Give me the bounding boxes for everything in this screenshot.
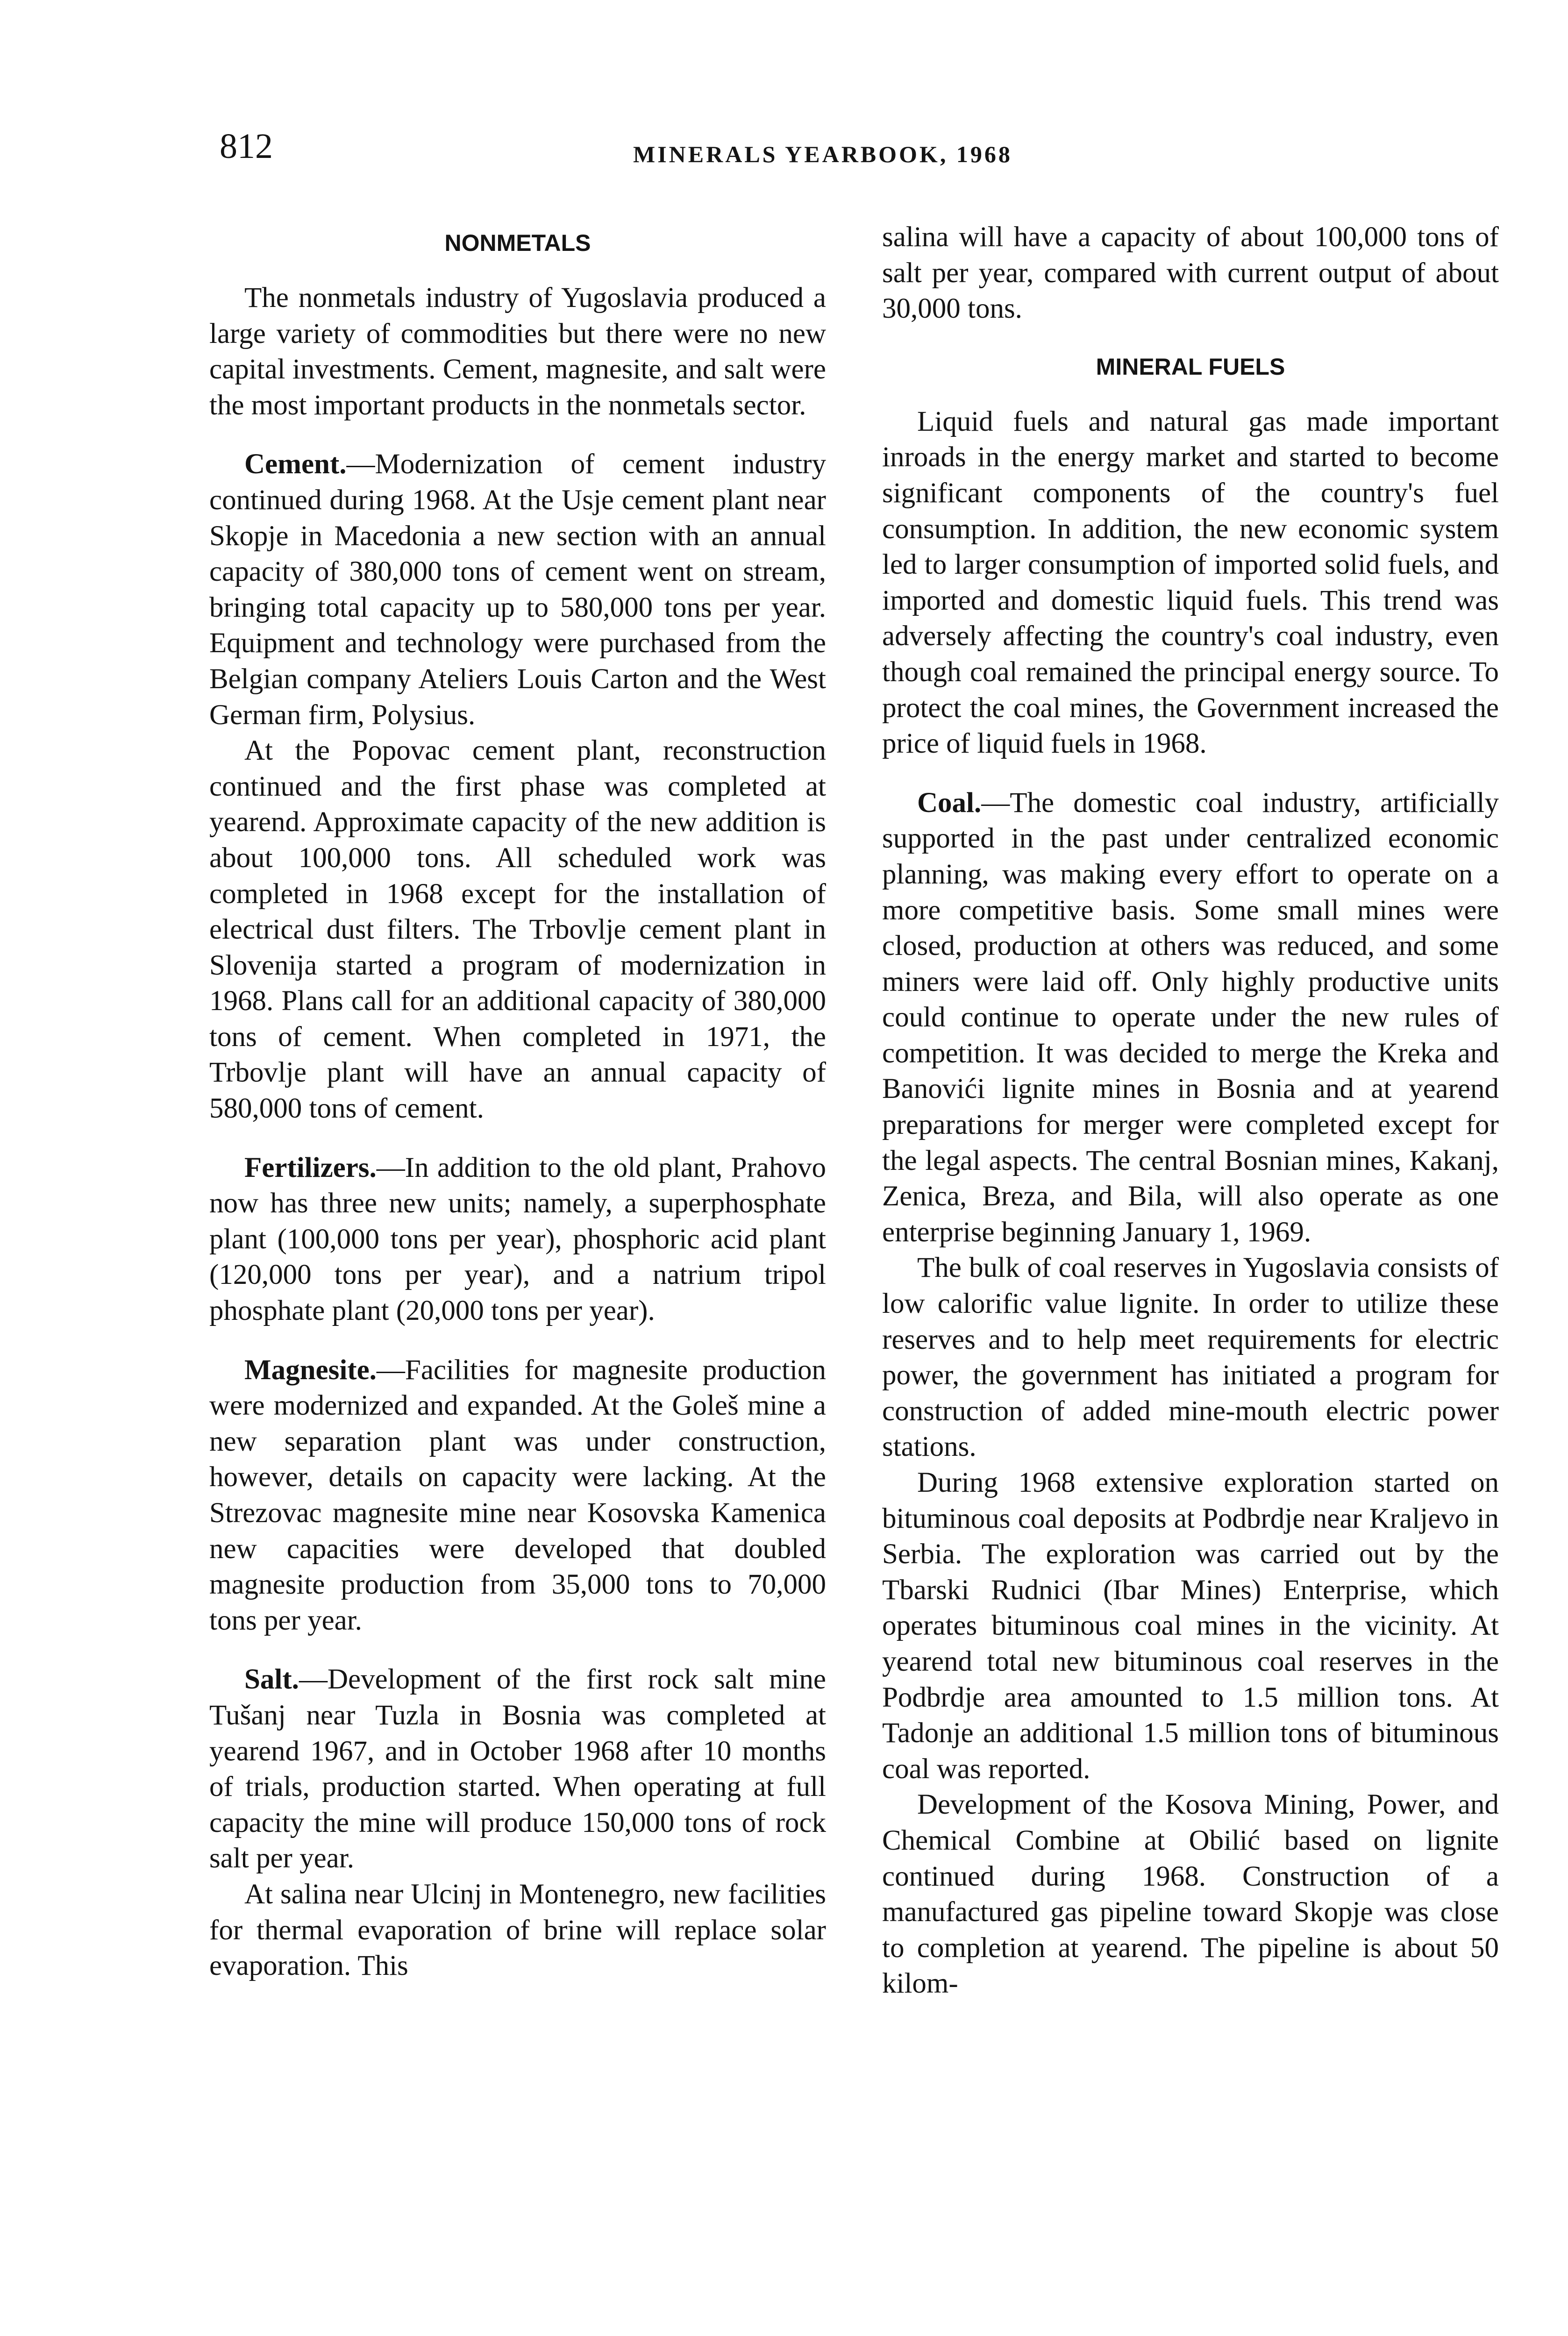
- mineral-fuels-intro-paragraph: Liquid fuels and natural gas made important inroads in the energy market and started to become significant components of the country's fuel consumption. In addition, the new economic system led to larger consumption of imported solid fuels, and imported and domestic liquid fuels. This trend was adversely affecting the country's coal industry, even though coal remained the principal energy source. To protect the coal mines, the Government increased the price of liquid fuels in 1968.: [882, 406, 1499, 760]
- fertilizers-paragraph: [209, 1150, 826, 1329]
- page-number: 812: [220, 127, 273, 166]
- coal-text: —The domestic coal industry, artificially supported in the past under centralized economic planning, was making every effort to operate on a more competitive basis. Some small mines were closed, production at others was reduced, and some miners were laid off. Only highly productive units could continue to operate under the new rules of competition. It was decided to merge the Kreka and Banovići lignite mines in Bosnia and at yearend preparations for merger were completed except for the legal aspects. The central Bosnian mines, Kakanj, Zenica, Breza, and Bila, will also operate as one enterprise beginning January 1, 1969.: [882, 787, 1499, 1248]
- magnesite-title: Magnesite.: [244, 1354, 377, 1386]
- coal-title: Coal.: [917, 787, 982, 819]
- coal-paragraph: [882, 785, 1499, 1251]
- fertilizers-title: Fertilizers.: [244, 1152, 377, 1183]
- nonmetals-heading: NONMETALS: [444, 230, 591, 256]
- salt-text: —Development of the first rock salt mine Tušanj near Tuzla in Bosnia was completed at yearend 1967, and in October 1968 after 10 months of trials, production started. When operating at full capacity the mine will produce 150,000 tons of rock salt per year.: [209, 1664, 826, 1874]
- cement-paragraph: [209, 447, 826, 733]
- podbrdje-exploration-paragraph: During 1968 extensive exploration started on bituminous coal deposits at Podbrdje near Kraljevo in Serbia. The exploration was carried out by the Tbarski Rudnici (Ibar Mines) Enterprise, which operates bituminous coal mines in the vicinity. At yearend total new bituminous coal reserves in the Podbrdje area amounted to 1.5 million tons. At Tadonje an additional 1.5 million tons of bituminous coal was reported.: [882, 1467, 1499, 1785]
- running-title: MINERALS YEARBOOK, 1968: [633, 141, 1012, 167]
- cement-text: —Modernization of cement industry continued during 1968. At the Usje cement plant near Skopje in Macedonia a new section with an annual capacity of 380,000 tons of cement went on stream, bringing total capacity up to 580,000 tons per year. Equipment and technology were purchased from the Belgian company Ateliers Louis Carton and the West German firm, Polysius.: [209, 449, 826, 731]
- mineral-fuels-heading: MINERAL FUELS: [1096, 353, 1285, 380]
- kosova-combine-paragraph: Development of the Kosova Mining, Power, and Chemical Combine at Obilić based on lignite continued during 1968. Construction of a manufactured gas pipeline toward Skopje was close to completion at yearend. The pipeline is about 50 kilom-: [882, 1789, 1499, 2000]
- right-column: [882, 220, 1499, 2002]
- ulcinj-paragraph: At salina near Ulcinj in Montenegro, new facilities for thermal evaporation of brine will replace solar evaporation. This: [209, 1878, 826, 1982]
- cement-title: Cement.: [244, 449, 347, 480]
- magnesite-text: —Facilities for magnesite production were modernized and expanded. At the Goleš mine a new separation plant was under construction, however, details on capacity were lacking. At the Strezovac magnesite mine near Kosovska Kamenica new capacities were developed that doubled magnesite production from 35,000 tons to 70,000 tons per year.: [209, 1354, 826, 1636]
- nonmetals-intro-paragraph: The nonmetals industry of Yugoslavia produced a large variety of commodities but there were no new capital investments. Cement, magnesite, and salt were the most important products in the nonmetals sector.: [209, 282, 826, 421]
- left-column: [209, 220, 826, 1984]
- salina-continuation: salina will have a capacity of about 100,000 tons of salt per year, compared with current output of about 30,000 tons.: [882, 221, 1499, 325]
- salt-title: Salt.: [244, 1664, 299, 1695]
- coal-reserves-paragraph: The bulk of coal reserves in Yugoslavia consists of low calorific value lignite. In order to utilize these reserves and to help meet requirements for electric power, the government has initiated a program for construction of added mine-mouth electric power stations.: [882, 1252, 1499, 1463]
- magnesite-paragraph: [209, 1353, 826, 1639]
- fertilizers-text: —In addition to the old plant, Prahovo now has three new units; namely, a superphosphate plant (100,000 tons per year), phosphoric acid plant (120,000 tons per year), and a natrium tripol phosphate plant (20,000 tons per year).: [209, 1152, 826, 1327]
- popovac-paragraph: At the Popovac cement plant, reconstruction continued and the first phase was completed at yearend. Approximate capacity of the new addition is about 100,000 tons. All scheduled work was completed in 1968 except for the installation of electrical dust filters. The Trbovlje cement plant in Slovenija started a program of modernization in 1968. Plans call for an additional capacity of 380,000 tons of cement. When completed in 1971, the Trbovlje plant will have an annual capacity of 580,000 tons of cement.: [209, 735, 826, 1125]
- salt-paragraph: [209, 1662, 826, 1877]
